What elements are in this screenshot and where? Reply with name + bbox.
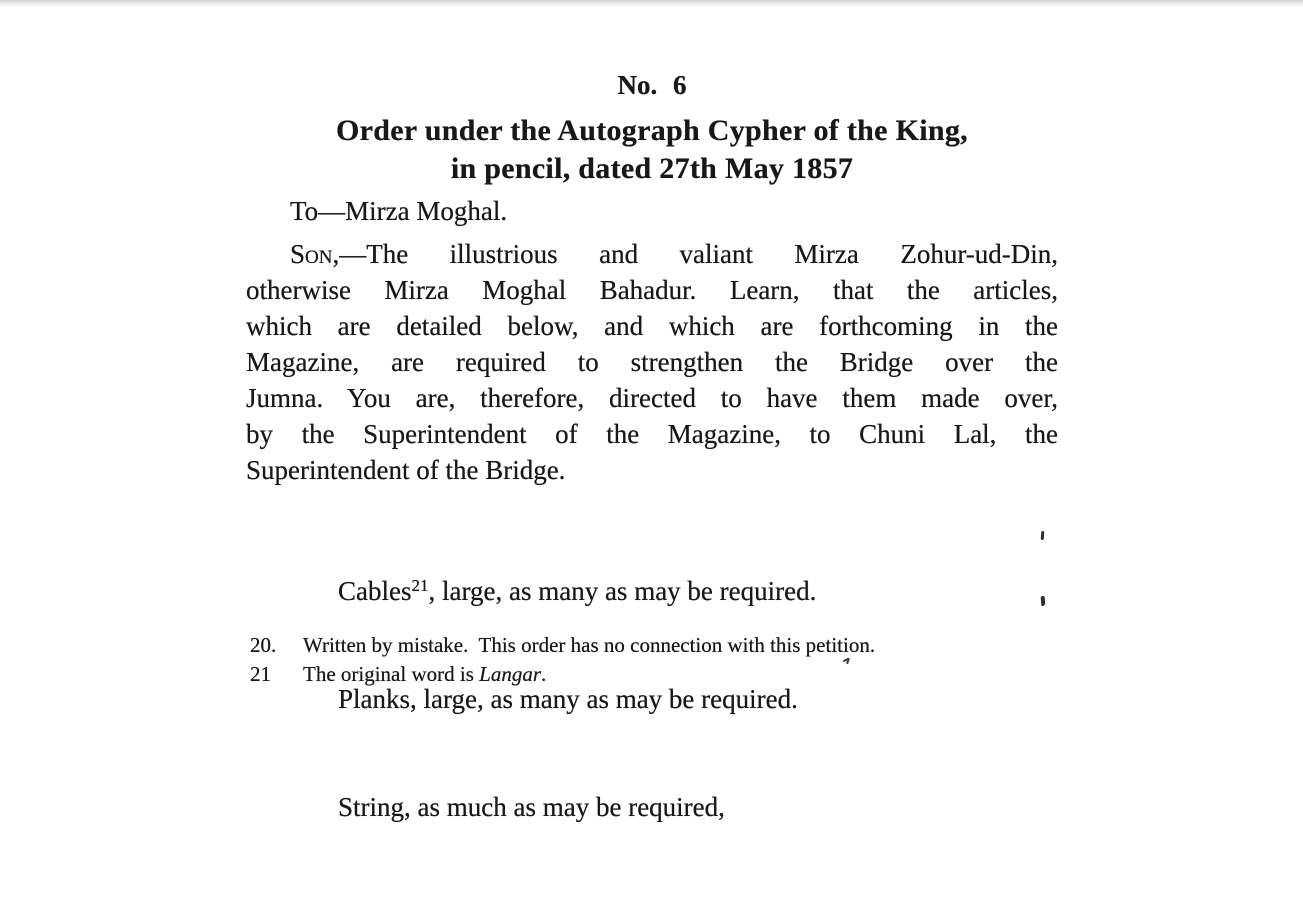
addressee-line: To—Mirza Moghal. — [290, 196, 508, 226]
list-item — [338, 789, 1058, 825]
document-title — [246, 112, 1058, 188]
list-item-text: String, as much as may be required, — [338, 792, 725, 822]
footnote — [250, 660, 1110, 689]
footnote-marker: 21 — [411, 576, 429, 595]
body-line-text: ,—The illustrious and valiant Mirza Zohur-ud-Din, — [332, 239, 1058, 269]
footnote-text-segment: Written by mistake. This order has no connection with this petition. — [303, 633, 876, 657]
body-line: otherwise Mirza Moghal Bahadur. Learn, that the articles, — [246, 275, 1058, 305]
list-item-text: , large, as many as may be required. — [428, 576, 817, 606]
body-line: by the Superintendent of the Magazine, to Chuni Lal, the — [246, 419, 1058, 449]
footnote-number: 20. — [250, 633, 277, 657]
body-line — [246, 236, 1058, 272]
footnote-number: 21 — [250, 662, 271, 686]
page-content-column — [246, 0, 1058, 822]
document-title-line2: in pencil, dated 27th May 1857 — [450, 152, 854, 185]
body-paragraph — [246, 236, 1058, 488]
scan-ink-squiggle — [842, 657, 853, 665]
footnote-text-segment: The original word is — [303, 662, 480, 686]
footnote-text — [303, 631, 875, 660]
scan-ink-speck — [1041, 596, 1046, 606]
body-line: which are detailed below, and which are forthcoming in the — [246, 311, 1058, 341]
footnote — [250, 631, 1110, 660]
document-number: No. 6 — [617, 70, 687, 100]
footnotes-section — [250, 631, 1110, 689]
list-item-text: Cables — [338, 576, 412, 606]
salutation: Son — [290, 239, 333, 269]
list-item — [338, 573, 1058, 609]
scan-ink-speck — [1041, 531, 1045, 540]
body-line: Magazine, are required to strengthen the Bridge over the — [246, 347, 1058, 377]
requisition-list — [246, 501, 1058, 897]
list-item-text: Planks, large, as many as may be required. — [338, 684, 798, 714]
document-title-line1: Order under the Autograph Cypher of the King, — [336, 114, 968, 147]
body-line: Jumna. You are, therefore, directed to have them made over, — [246, 383, 1058, 413]
footnote-text-segment: . — [541, 662, 547, 686]
footnote-italic-term: Langar — [479, 662, 541, 686]
body-line: Superintendent of the Bridge. — [246, 455, 566, 485]
footnote-text — [303, 660, 546, 689]
